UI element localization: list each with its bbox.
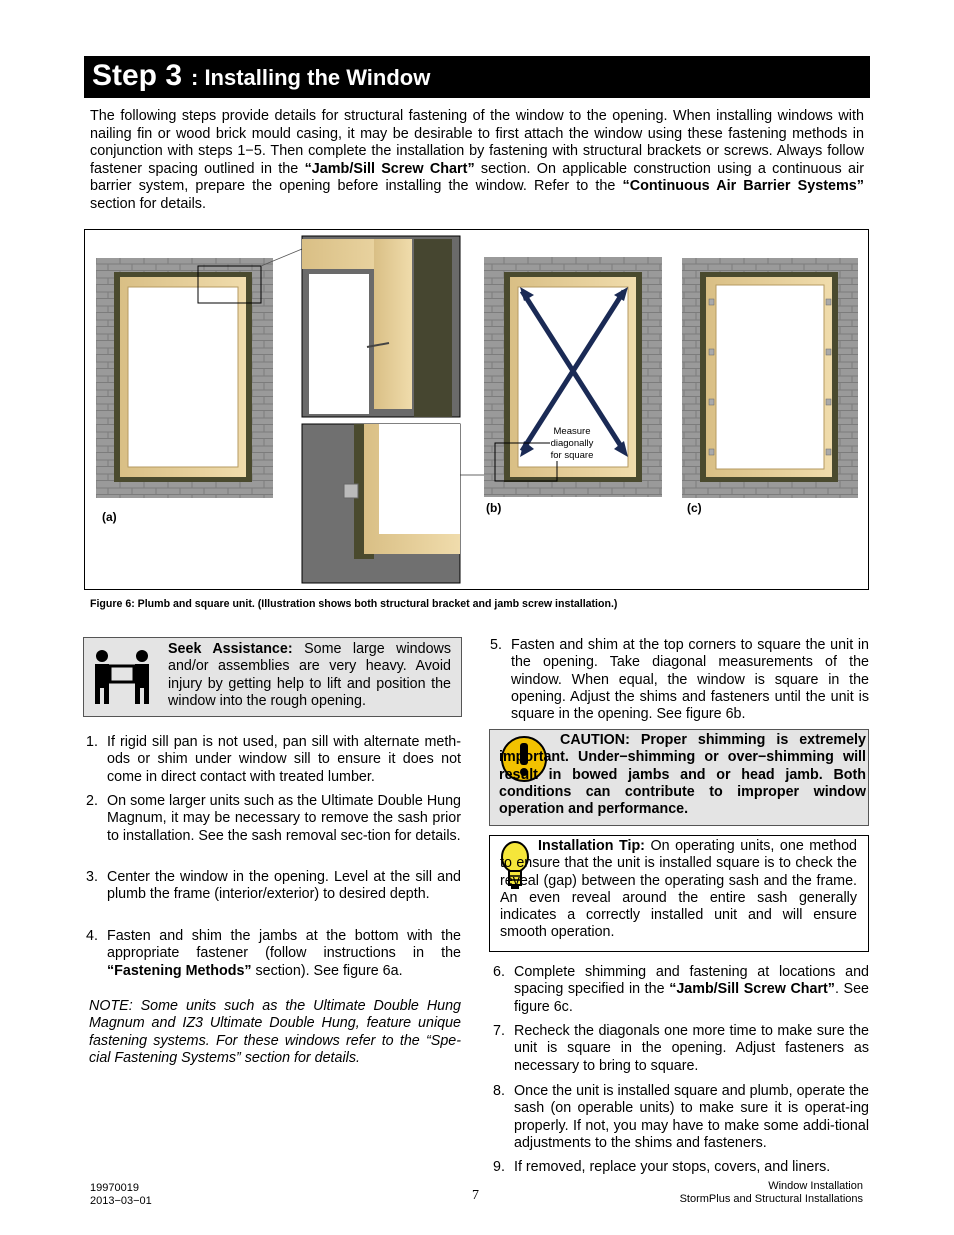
figure-caption: Figure 6: Plumb and square unit. (Illustration shows both structural bracket and jamb screw installation.) xyxy=(90,598,618,610)
installation-tip-box xyxy=(489,835,869,952)
section-title-bar xyxy=(84,56,870,98)
list-item xyxy=(86,928,461,980)
intro-link-screw-chart: “Jamb/Sill Screw Chart” xyxy=(304,160,475,177)
intro-text-1: The following steps provide details for structural fastening of the window to the opening. When installing windows with nailing fin or wood brick mould casing, it may be desirable to first attach the window using these fastening methods in conjunction with steps 1−5. Then complete the installation by fastening with structural brackets or screws. Always follow fastener spacing outlined in the xyxy=(90,108,864,177)
figure-6b-window xyxy=(484,257,662,497)
intro-paragraph xyxy=(90,108,864,214)
list-item xyxy=(86,869,461,904)
list-item xyxy=(86,793,461,845)
figure-label-c: (c) xyxy=(687,501,702,515)
figure-6a-window xyxy=(96,258,273,498)
figure-label-a: (a) xyxy=(102,510,117,524)
list-item-text: If rigid sill pan is not used, pan sill with alternate meth-ods or shim under window sill to ensure it does not come in direct contact with treated lumber. xyxy=(107,734,461,785)
measure-label-1: Measure xyxy=(553,426,591,437)
caution-box xyxy=(489,729,869,826)
list-number: 7. xyxy=(493,1023,505,1039)
intro-text-3: section for details. xyxy=(90,195,206,212)
two-people-lifting-icon xyxy=(92,648,152,706)
measure-label-3: for square xyxy=(550,450,594,461)
footer-left xyxy=(90,1182,152,1208)
list-item-text-after: . See figure 6c. xyxy=(514,981,869,1015)
list-item xyxy=(86,734,461,786)
figure-label-b: (b) xyxy=(486,501,502,515)
intro-link-air-barrier: “Continuous Air Barrier Systems” xyxy=(622,178,865,195)
list-item-text: If removed, replace your stops, covers, and liners. xyxy=(514,1159,831,1175)
list-number: 6. xyxy=(493,964,505,980)
seek-assistance-box xyxy=(83,637,462,717)
list-number: 8. xyxy=(493,1083,505,1099)
section-title: : Installing the Window xyxy=(191,65,431,90)
list-item-text: On some larger units such as the Ultimate Double Hung Magnum, it may be necessary to remove the sash prior to installation. See the sash removal sec-tion for details. xyxy=(107,793,461,844)
list-item-text: Recheck the diagonals one more time to make sure the unit is square in the opening. Adjust fasteners as necessary to bring to square. xyxy=(514,1023,869,1074)
list-item-text: Complete shimming and fastening at locations and spacing specified in the xyxy=(514,964,869,998)
caution-text: CAUTION: Proper shimming is extremely important. Under−shimming or over−shimming will result in bowed jambs and or head jamb. Both conditions can contribute to improper window operation and performance. xyxy=(499,732,866,818)
footer-doc-title: StormPlus and Structural Installations xyxy=(679,1193,863,1205)
installation-tip-body: On operating units, one method to ensure that the unit is installed square is to check the reveal (gap) between the operating sash and the frame. An even reveal around the entire sash generally indicates a correctly installed unit and will ensure smooth operation. xyxy=(500,838,857,941)
intro-text-2: section. On applicable construction using a continuous air barrier system, prepare the opening before installing the window. Refer to the xyxy=(90,160,864,195)
list-number: 2. xyxy=(86,793,98,809)
list-item xyxy=(490,637,869,723)
list-item xyxy=(493,1083,869,1152)
footer-date: 2013−03−01 xyxy=(90,1195,152,1207)
list-item xyxy=(493,1023,869,1075)
list-item-bold: “Jamb/Sill Screw Chart” xyxy=(669,981,835,998)
list-number: 4. xyxy=(86,928,98,944)
list-item-text: Center the window in the opening. Level at the sill and plumb the frame (interior/exterior) to desired depth. xyxy=(107,869,461,903)
footer-section-title: Window Installation xyxy=(768,1180,863,1192)
list-number: 5. xyxy=(490,637,502,653)
figure-6a-bottom-detail xyxy=(302,424,460,583)
installation-tip-heading: Installation Tip: xyxy=(538,838,645,854)
seek-assistance-heading: Seek Assistance: xyxy=(168,641,293,657)
list-number: 1. xyxy=(86,734,98,750)
list-item xyxy=(493,964,869,1016)
footer-doc-number: 19970019 xyxy=(90,1182,139,1194)
page-number: 7 xyxy=(472,1188,479,1203)
seek-assistance-body: Some large windows and/or assemblies are very heavy. Avoid injury by getting help to lift and position the window into the rough opening. xyxy=(168,641,452,709)
list-item xyxy=(493,1159,869,1176)
list-number: 3. xyxy=(86,869,98,885)
measure-label-2: diagonally xyxy=(550,438,594,449)
list-item-text: Fasten and shim at the top corners to square the unit in the opening. Take diagonal measurements of the window. When equal, the window is square in the opening. Adjust the shims and fasteners until the unit is square in the opening. See figure 6b. xyxy=(511,637,869,723)
list-number: 9. xyxy=(493,1159,505,1175)
figure-6c-window xyxy=(682,258,858,498)
figure-6a-top-detail xyxy=(302,236,460,417)
list-item-text: Once the unit is installed square and plumb, operate the sash (on operable units) to make sure it is operat-ing properly. If not, you may have to make some addi-tional adjustments to the shims and fasteners. xyxy=(514,1083,869,1151)
list-item-bold: “Fastening Methods” xyxy=(107,962,252,979)
installation-tip-text xyxy=(500,838,857,942)
list-item-text: Fasten and shim the jambs at the bottom with the appropriate fastener (follow instructions in the xyxy=(107,928,461,962)
list-item-text-after: section). See figure 6a. xyxy=(251,962,403,979)
note-paragraph: NOTE: Some units such as the Ultimate Double Hung Magnum and IZ3 Ultimate Double Hung, feature unique fastening systems. For these windows refer to the “Spe-cial Fastening Systems” section for details. xyxy=(89,998,461,1066)
step-number: Step 3 xyxy=(92,59,183,92)
seek-assistance-text xyxy=(168,641,451,710)
figure-6-illustrations xyxy=(84,229,869,590)
footer-right xyxy=(600,1180,863,1206)
